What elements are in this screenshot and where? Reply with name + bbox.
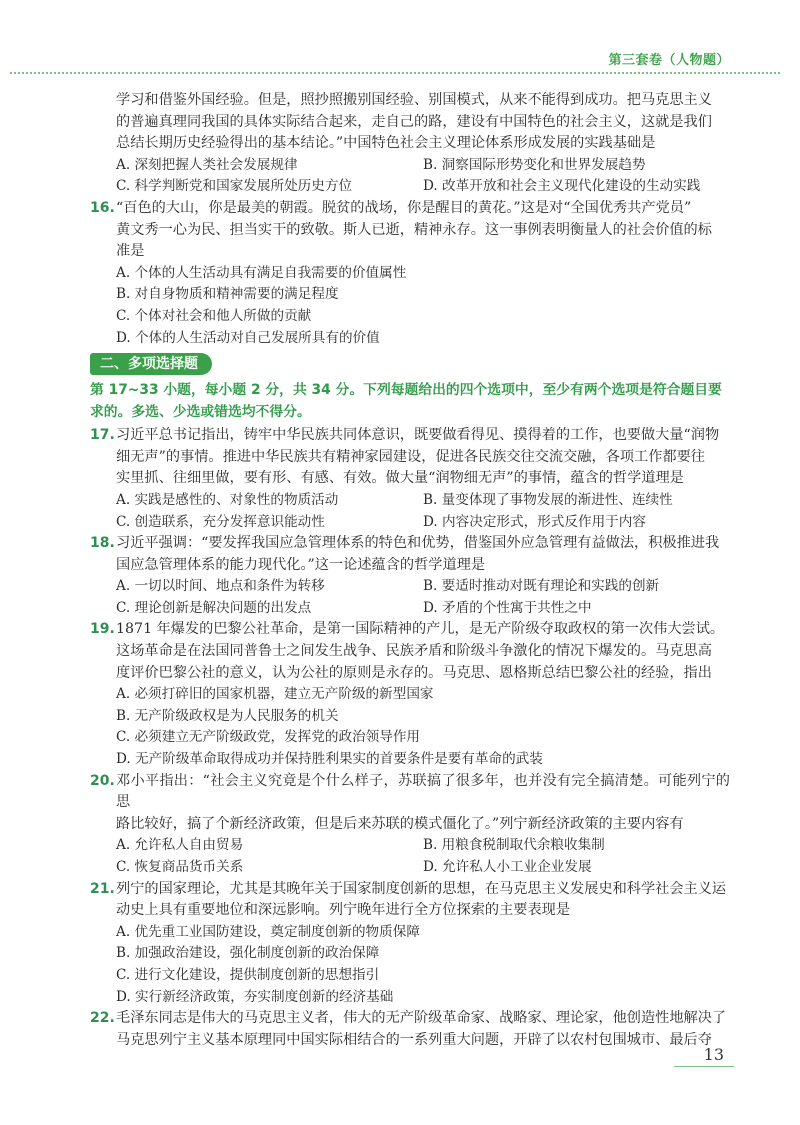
option-d: D. 个体的人生活动对自己发展所具有的价值 bbox=[116, 329, 380, 346]
stem-line: 1871 年爆发的巴黎公社革命，是第一国际精神的产儿，是无产阶级夺取政权的第一次伟大尝试。 bbox=[116, 621, 725, 638]
stem-line: 列宁的国家理论，尤其是其晚年关于国家制度创新的思想，在马克思主义发展史和科学社会主义运 bbox=[116, 880, 727, 897]
options bbox=[90, 155, 730, 198]
option-c: C. 理论创新是解决问题的出发点 bbox=[116, 599, 312, 616]
stem-line: 这场革命是在法国同普鲁士之间发生战争、民族矛盾和阶级斗争激化的情况下爆发的。马克思高 bbox=[116, 643, 712, 660]
option-d: D. 矛盾的个性寓于共性之中 bbox=[423, 599, 592, 616]
option-b: B. 洞察国际形势变化和世界发展趋势 bbox=[423, 156, 646, 173]
stem-line: 毛泽东同志是伟大的马克思主义者，伟大的无产阶级革命家、战略家、理论家，他创造性地解决了 bbox=[116, 1010, 727, 1027]
question-15-continuation bbox=[90, 90, 730, 198]
stem-line: 总结长期历史经验得出的基本结论。”中国特色社会主义理论体系形成发展的实践基础是 bbox=[116, 135, 656, 152]
option-b: B. 量变体现了事物发展的渐进性、连续性 bbox=[423, 491, 673, 508]
question-21 bbox=[90, 879, 730, 922]
header-title: 第三套卷（人物题） bbox=[608, 53, 730, 68]
question-17 bbox=[90, 425, 730, 490]
question-18 bbox=[90, 533, 730, 576]
stem-line: 的普遍真理同我国的具体实际结合起来，走自己的路，建设有中国特色的社会主义，这就是我们 bbox=[116, 113, 712, 130]
stem-line: 马克思列宁主义基本原理同中国实际相结合的一系列重大问题，开辟了以农村包围城市、最后夺 bbox=[116, 1031, 712, 1048]
option-c: C. 科学判断党和国家发展所处历史方位 bbox=[116, 178, 353, 195]
option-d: D. 内容决定形式，形式反作用于内容 bbox=[423, 513, 646, 530]
option-a: A. 实践是感性的、对象性的物质活动 bbox=[116, 491, 339, 508]
stem-line: 学习和借鉴外国经验。但是，照抄照搬别国经验、别国模式，从来不能得到成功。把马克思主义 bbox=[116, 92, 712, 108]
question-number: 16. bbox=[90, 199, 115, 216]
options bbox=[90, 263, 730, 349]
options bbox=[90, 922, 730, 1008]
stem-line: 邓小平指出：“社会主义究竟是个什么样子，苏联搞了很多年，也并没有完全搞清楚。可能列宁的思 bbox=[116, 772, 730, 811]
option-c: C. 创造联系，充分发挥意识能动性 bbox=[116, 513, 325, 530]
page-number-underline bbox=[674, 1066, 734, 1067]
stem-line: 实里抓、往细里做，要有形、有感、有效。做大量“润物细无声”的事情，蕴含的哲学道理是 bbox=[116, 470, 684, 487]
page-number: 13 bbox=[703, 1045, 724, 1064]
stem-line: 细无声”的事情。推进中华民族共有精神家园建设，促进各民族交往交流交融，各项工作都要往 bbox=[116, 448, 705, 465]
option-c: C. 个体对社会和他人所做的贡献 bbox=[116, 307, 312, 324]
stem-line: 动史上具有重要地位和深远影响。列宁晚年进行全方位探索的主要表现是 bbox=[116, 902, 571, 919]
stem-line: 路比较好，搞了个新经济政策，但是后来苏联的模式僵化了。”列宁新经济政策的主要内容有 bbox=[116, 815, 684, 832]
option-b: B. 用粮食税制取代余粮收集制 bbox=[423, 837, 605, 854]
stem-line: 习近平强调：“要发挥我国应急管理体系的特色和优势，借鉴国外应急管理有益做法，积极推进我 bbox=[116, 535, 720, 552]
section-instruction bbox=[90, 379, 730, 423]
option-b: B. 无产阶级政权是为人民服务的机关 bbox=[116, 707, 339, 724]
stem-line: 习近平总书记指出，铸牢中华民族共同体意识，既要做看得见、摸得着的工作，也要做大量“润物 bbox=[116, 427, 720, 444]
section-banner: 二、多项选择题 bbox=[90, 353, 212, 375]
instruction-line: 求的。多选、少选或错选均不得分。 bbox=[90, 404, 311, 421]
option-c: C. 进行文化建设，提供制度创新的思想指引 bbox=[116, 966, 380, 983]
options bbox=[90, 835, 730, 878]
option-d: D. 实行新经济政策，夯实制度创新的经济基础 bbox=[116, 988, 394, 1005]
option-b: B. 要适时推动对既有理论和实践的创新 bbox=[423, 578, 660, 595]
option-d: D. 允许私人小工业企业发展 bbox=[423, 859, 592, 875]
option-c: C. 必须建立无产阶级政党，发挥党的政治领导作用 bbox=[116, 729, 421, 746]
option-a: A. 允许私人自由贸易 bbox=[116, 837, 244, 854]
stem-line: 国应急管理体系的能力现代化。”这一论述蕴含的哲学道理是 bbox=[116, 556, 486, 573]
option-a: A. 一切以时间、地点和条件为转移 bbox=[116, 578, 325, 595]
options bbox=[90, 684, 730, 770]
stem-line: “百色的大山，你是最美的朝霞。脱贫的战场，你是醒目的黄花。”这是对“全国优秀共产党员” bbox=[116, 199, 692, 216]
option-d: D. 无产阶级革命取得成功并保持胜利果实的首要条件是要有革命的武装 bbox=[116, 751, 543, 768]
question-22 bbox=[90, 1008, 730, 1051]
question-number: 19. bbox=[90, 621, 115, 638]
page-content bbox=[90, 90, 730, 1051]
question-number: 18. bbox=[90, 535, 115, 552]
question-number: 21. bbox=[90, 880, 115, 897]
options bbox=[90, 576, 730, 619]
stem-line: 黄文秀一心为民、担当实干的致敬。斯人已逝，精神永存。这一事例表明衡量人的社会价值的标 bbox=[116, 221, 712, 238]
option-b: B. 对自身物质和精神需要的满足程度 bbox=[116, 286, 339, 303]
question-16 bbox=[90, 198, 730, 263]
options bbox=[90, 490, 730, 533]
stem-line: 度评价巴黎公社的意义，认为公社的原则是永存的。马克思、恩格斯总结巴黎公社的经验，指出 bbox=[116, 664, 712, 681]
option-a: A. 深刻把握人类社会发展规律 bbox=[116, 156, 298, 173]
question-number: 22. bbox=[90, 1010, 115, 1027]
question-20 bbox=[90, 771, 730, 836]
instruction-line: 第 17~33 小题，每小题 2 分，共 34 分。下列每题给出的四个选项中，至少有两个选项是符合题目要 bbox=[90, 382, 722, 399]
header-divider bbox=[10, 72, 780, 74]
option-a: A. 优先重工业国防建设，奠定制度创新的物质保障 bbox=[116, 923, 420, 940]
question-number: 17. bbox=[90, 427, 115, 444]
question-19 bbox=[90, 619, 730, 684]
stem-line: 准是 bbox=[116, 243, 145, 260]
option-a: A. 必须打碎旧的国家机器，建立无产阶级的新型国家 bbox=[116, 686, 434, 703]
option-a: A. 个体的人生活动具有满足自我需要的价值属性 bbox=[116, 264, 407, 281]
option-c: C. 恢复商品货币关系 bbox=[116, 859, 244, 875]
option-b: B. 加强政治建设，强化制度创新的政治保障 bbox=[116, 945, 380, 962]
option-d: D. 改革开放和社会主义现代化建设的生动实践 bbox=[423, 178, 701, 195]
question-number: 20. bbox=[90, 772, 115, 789]
